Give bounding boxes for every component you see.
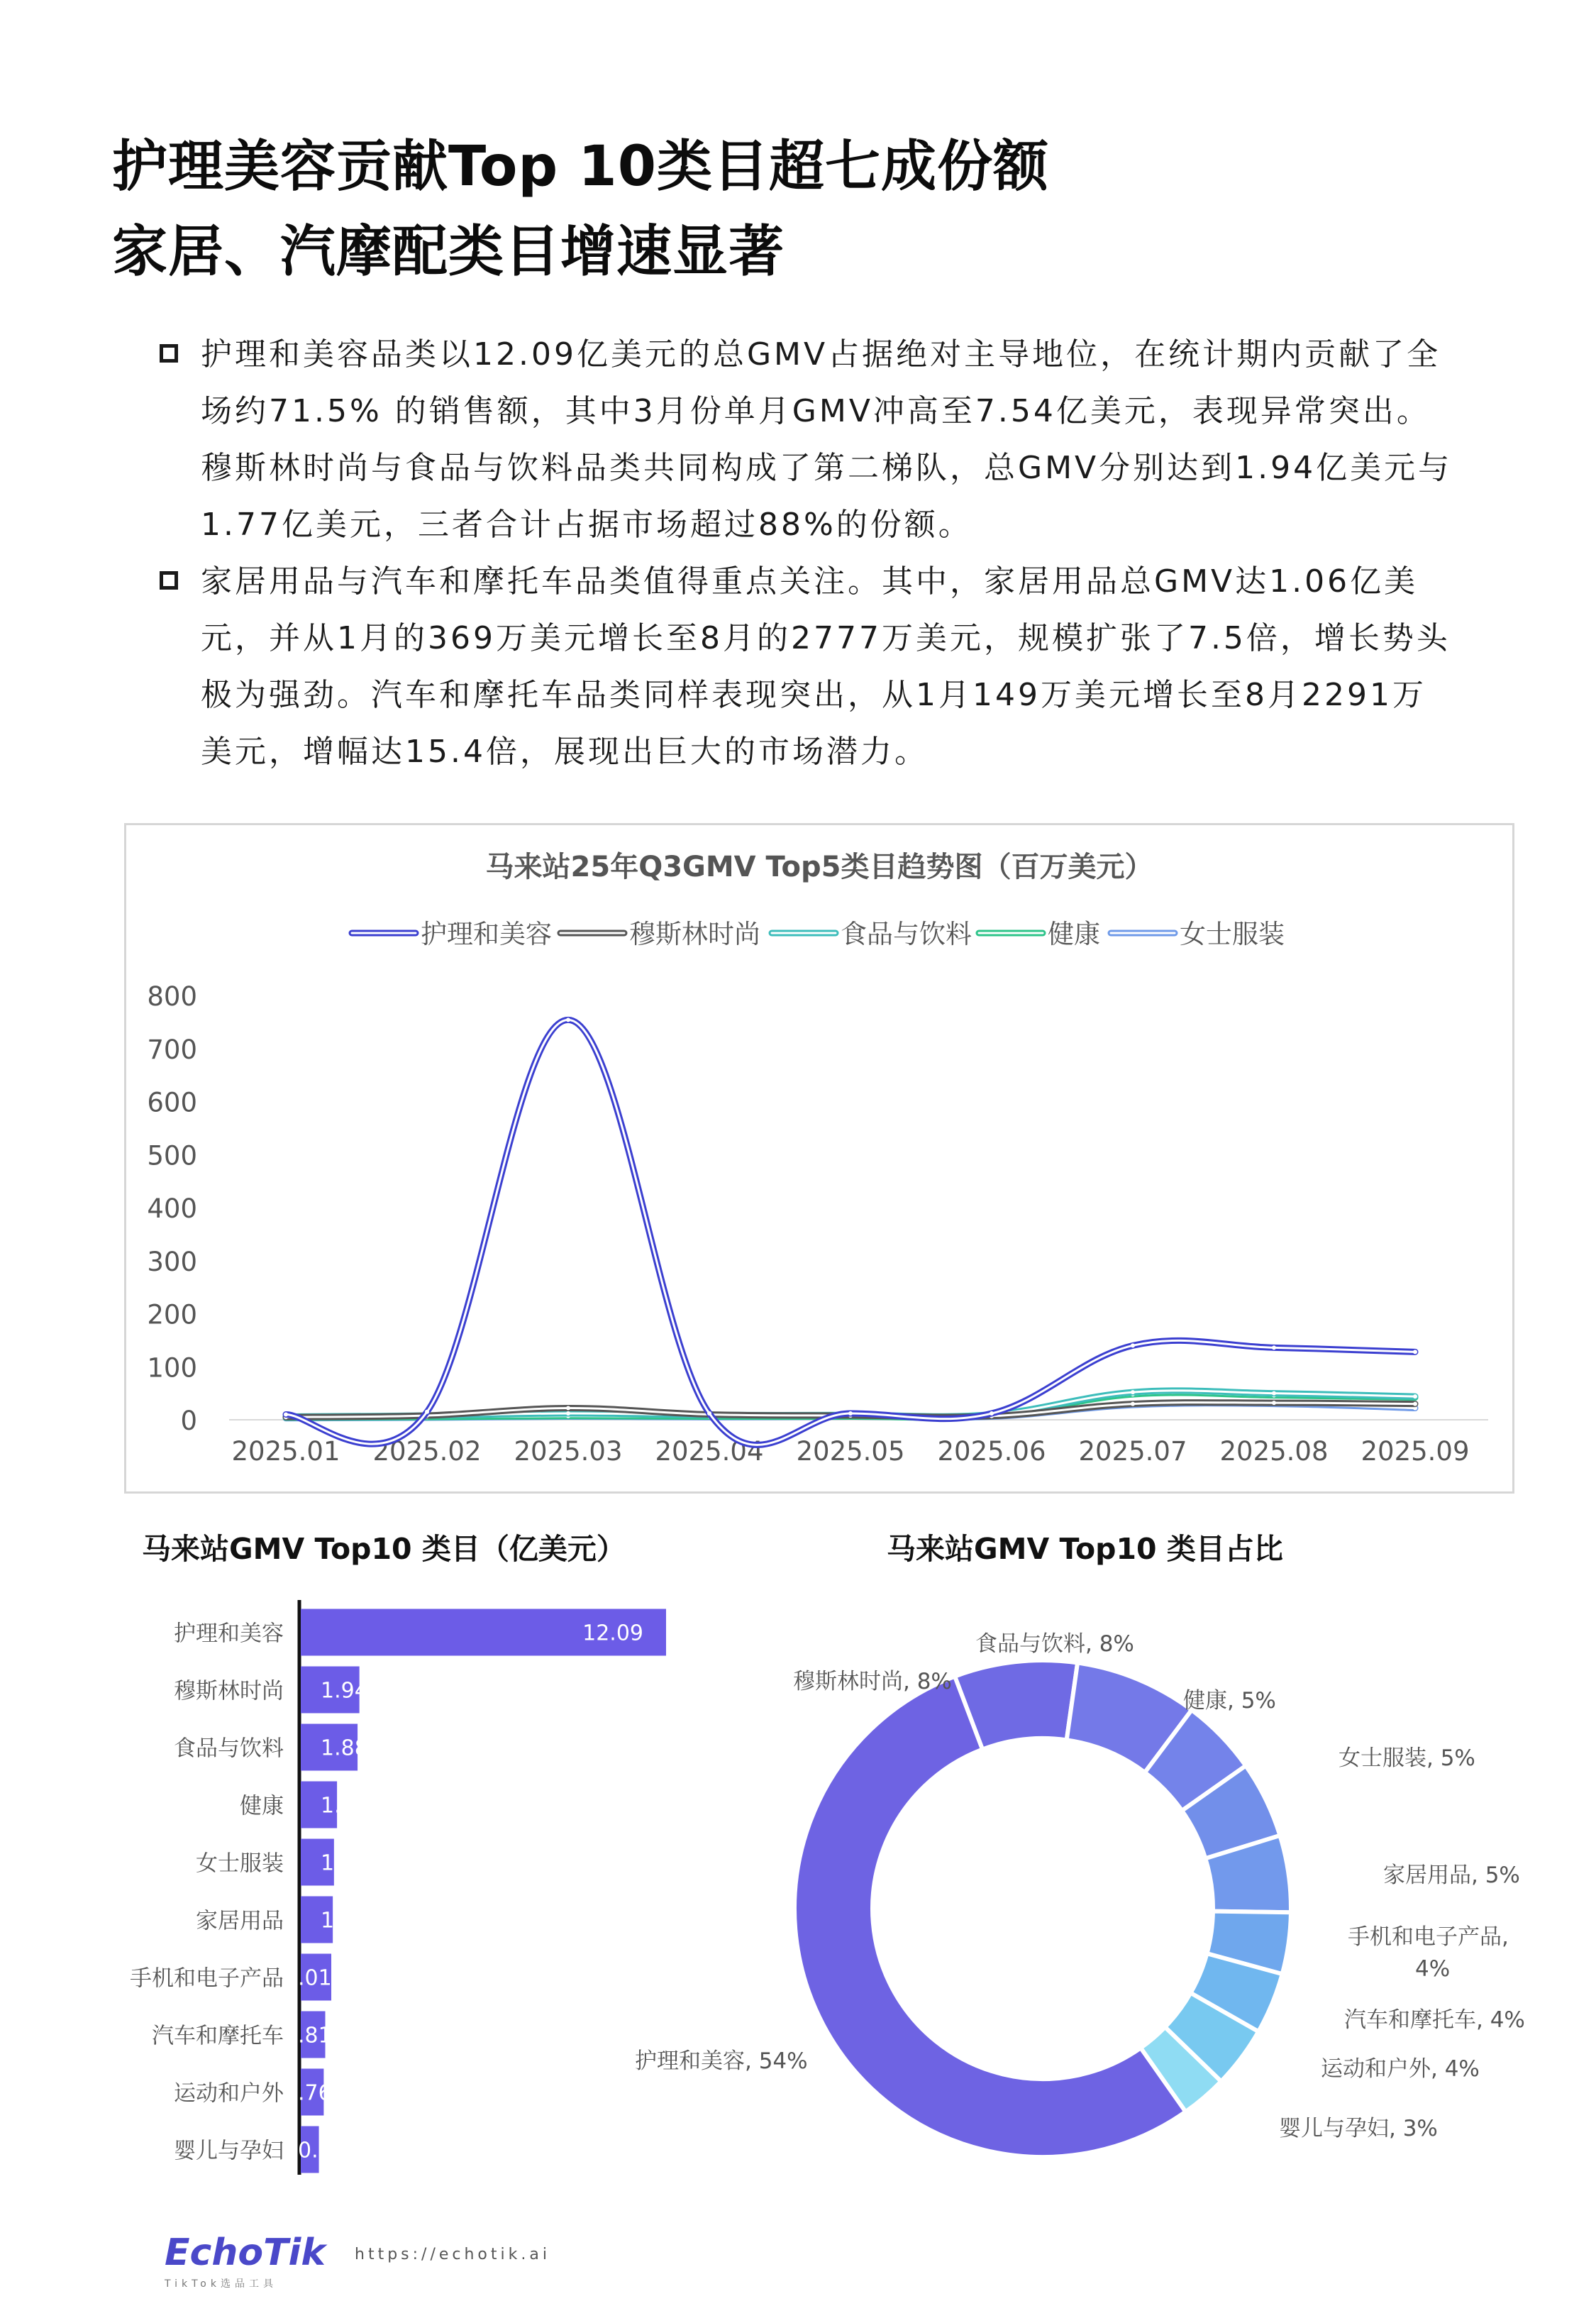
data-point [1413,1402,1417,1406]
legend-label[interactable]: 护理和美容 [421,919,552,949]
donut-slice-label: 手机和电子产品, [1348,1924,1509,1950]
data-point [284,1413,288,1417]
data-point [1131,1343,1135,1347]
y-tick-label: 0 [180,1406,197,1436]
bar-category-label: 运动和户外 [174,2080,284,2107]
bar-value-label: 1.88 [321,1736,368,1761]
data-point [848,1411,853,1416]
bar-chart [0,1511,816,2221]
donut-slice-label: 婴儿与孕妇, 3% [1279,2116,1438,2141]
series-line-highlight [286,1020,1415,1445]
brand-logo: EchoTik [165,2231,326,2274]
y-tick-label: 500 [147,1140,197,1171]
bullet-item [160,553,1458,780]
donut-slice-label: 运动和户外, 4% [1321,2056,1480,2082]
data-point [1413,1394,1417,1399]
bar-category-label: 家居用品 [196,1908,284,1934]
bullet-text: 家居用品与汽车和摩托车品类值得重点关注。其中，家居用品总GMV达1.06亿美元，并从1月的369万美元增长至8月的2777万美元，规模扩张了7.5倍，增长势头极为强劲。汽车和摩托车品类同样表现突出，从1月149万美元增长至8月2291万美元，增幅达15.4倍，展现出巨大的市场潜力。 [201,563,1451,770]
bar-category-label: 婴儿与孕妇 [174,2138,284,2164]
bullet-list [160,326,1458,780]
y-tick-label: 400 [147,1193,197,1224]
donut-chart [635,1511,1596,2221]
bar-value-label: 1 [321,1908,335,1933]
x-tick-label: 2025.01 [231,1436,340,1467]
bar-chart-title: 马来站GMV Top10 类目（亿美元） [142,1532,626,1566]
data-point [1413,1350,1417,1354]
y-tick-label: 200 [147,1299,197,1330]
donut-slice-label: 健康, 5% [1183,1688,1276,1714]
donut-slice-label: 护理和美容, 54% [635,2048,808,2074]
x-tick-label: 2025.07 [1078,1436,1187,1467]
bar-value-label: 12.09 [582,1621,643,1646]
legend-label[interactable]: 女士服装 [1180,919,1285,949]
line-chart [126,825,1512,1491]
brand-logo-subtitle: TikTok选品工具 [165,2278,277,2290]
x-tick-label: 2025.08 [1219,1436,1329,1467]
data-point [1272,1401,1276,1405]
bar-value-label: .81 [298,2023,332,2048]
donut-slice-label: 女士服装, 5% [1339,1745,1475,1771]
y-tick-label: 700 [147,1034,197,1065]
data-point [1272,1345,1276,1350]
y-tick-label: 800 [147,981,197,1012]
donut-slice-label: 食品与饮料, 8% [975,1631,1134,1657]
series-line [286,1020,1415,1445]
x-tick-label: 2025.03 [514,1436,623,1467]
footer-url[interactable]: https://echotik.ai [355,2246,550,2263]
y-tick-label: 300 [147,1246,197,1277]
bar-category-label: 食品与饮料 [174,1736,284,1762]
bar-category-label: 女士服装 [196,1850,284,1877]
data-point [1131,1402,1135,1406]
donut-chart-title: 马来站GMV Top10 类目占比 [887,1532,1283,1566]
donut-slice-label: 家居用品, 5% [1383,1863,1520,1888]
x-tick-label: 2025.05 [796,1436,905,1467]
bar-category-label: 健康 [240,1793,284,1819]
bar-category-label: 手机和电子产品 [130,1965,284,1992]
data-point [1272,1391,1276,1396]
donut-slice-label: 汽车和摩托车, 4% [1344,2007,1525,2033]
bar-value-label: 1.94 [321,1678,368,1704]
data-point [566,1406,570,1411]
data-point [707,1411,711,1416]
data-point [425,1410,429,1414]
bar-value-label: 1. [321,1793,341,1819]
bullet-item [160,326,1458,553]
bar-value-label: .76 [298,2080,332,2106]
page-title-line1: 护理美容贡献Top 10类目超七成份额 [112,135,1049,199]
data-point [566,1411,570,1416]
data-point [566,1017,570,1022]
y-tick-label: 600 [147,1087,197,1118]
legend-label[interactable]: 食品与饮料 [841,919,972,949]
legend-label[interactable]: 健康 [1048,919,1100,949]
donut-slice-label: 4% [1415,1956,1451,1982]
bullet-text: 护理和美容品类以12.09亿美元的总GMV占据绝对主导地位，在统计期内贡献了全场约71.5% 的销售额，其中3月份单月GMV冲高至7.54亿美元，表现异常突出。穆斯林时尚与食品与饮料品类共同构成了第二梯队，总GMV分别达到1.94亿美元与1.77亿美元，三者合计占据市场超过88%的份额。 [201,336,1453,543]
y-tick-label: 100 [147,1352,197,1384]
x-tick-label: 2025.06 [937,1436,1046,1467]
x-tick-label: 2025.04 [655,1436,764,1467]
page-title-line2: 家居、汽摩配类目增速显著 [112,220,785,284]
checkbox-square-icon [160,571,178,590]
line-chart-title: 马来站25年Q3GMV Top5类目趋势图（百万美元） [485,851,1153,883]
bar-value-label: 1. [321,1850,341,1876]
donut-slice-label: 穆斯林时尚, 8% [793,1669,952,1694]
bar-value-label: .01 [298,1965,332,1991]
line-chart-panel [124,823,1514,1494]
data-point [990,1411,994,1416]
legend-label[interactable]: 穆斯林时尚 [629,919,760,949]
bar-category-label: 护理和美容 [174,1621,284,1647]
x-tick-label: 2025.09 [1361,1436,1470,1467]
checkbox-square-icon [160,344,178,363]
bar-category-label: 穆斯林时尚 [174,1678,284,1704]
data-point [1131,1390,1135,1394]
bar-category-label: 汽车和摩托车 [152,2023,284,2049]
x-tick-label: 2025.02 [372,1436,482,1467]
bar-value-label: 0.6 [298,2138,332,2163]
